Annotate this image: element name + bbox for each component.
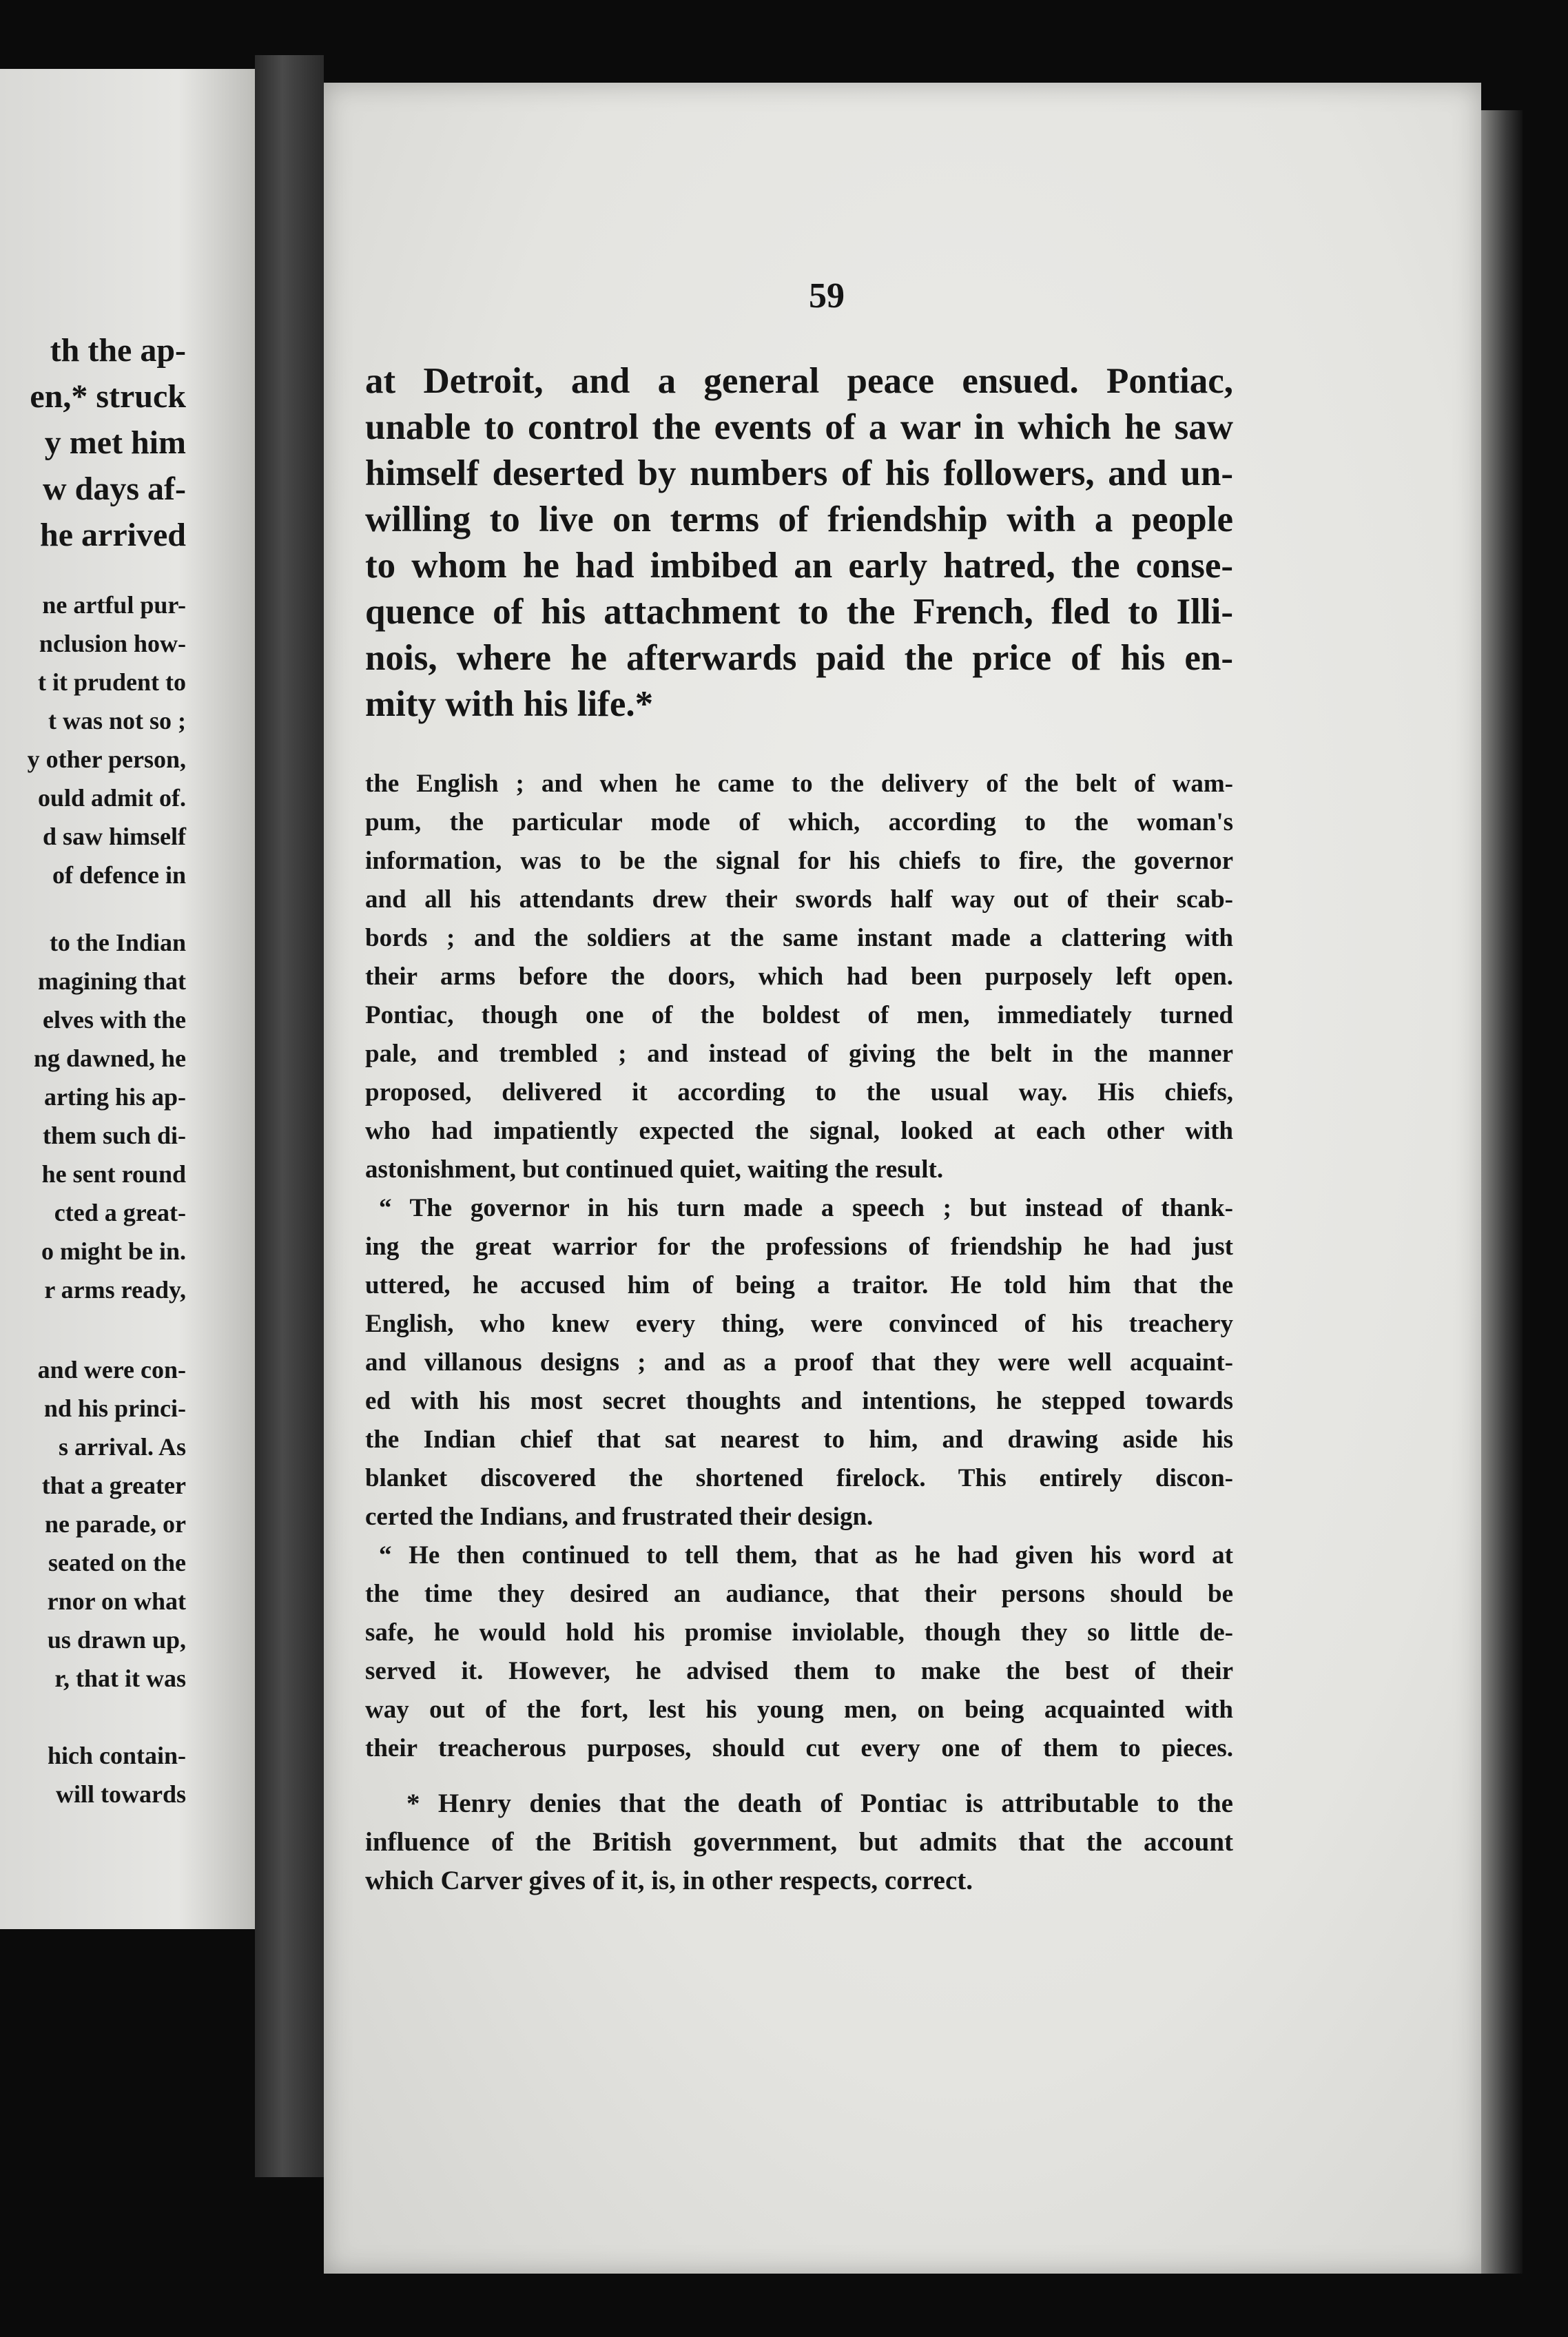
left-page-line: he arrived bbox=[40, 517, 186, 553]
text-line: the English ; and when he came to the delivery of the belt of wam- bbox=[365, 770, 1233, 798]
text-line: pale, and trembled ; and instead of giving the belt in the manner bbox=[365, 1040, 1233, 1068]
footnote bbox=[365, 1784, 1233, 1900]
left-page-line: s arrival. As bbox=[59, 1433, 186, 1461]
left-page-line: d saw himself bbox=[42, 823, 186, 850]
text-line: bords ; and the soldiers at the same instant made a clattering with bbox=[365, 924, 1233, 952]
left-page-line: t it prudent to bbox=[38, 668, 186, 696]
text-line: certed the Indians, and frustrated their design. bbox=[365, 1503, 874, 1531]
text-line: unable to control the events of a war in which he saw bbox=[365, 407, 1233, 447]
left-page-line: he sent round bbox=[41, 1160, 186, 1188]
text-line: and villanous designs ; and as a proof that they were well acquaint- bbox=[365, 1348, 1233, 1377]
left-page-line: hich contain- bbox=[47, 1742, 186, 1769]
text-line: pum, the particular mode of which, according to the woman's bbox=[365, 808, 1233, 836]
text-line: quence of his attachment to the French, fled to Illi- bbox=[365, 592, 1233, 632]
text-line: safe, he would hold his promise inviolable, though they so little de- bbox=[365, 1618, 1233, 1647]
left-page-line: ould admit of. bbox=[37, 784, 186, 812]
left-page-line: elves with the bbox=[43, 1006, 186, 1033]
left-page-line: r arms ready, bbox=[44, 1276, 186, 1304]
text-line: English, who knew every thing, were convinced of his treachery bbox=[365, 1310, 1233, 1338]
left-page-line: and were con- bbox=[37, 1356, 186, 1383]
text-line: uttered, he accused him of being a traitor. He told him that the bbox=[365, 1271, 1233, 1299]
left-page-line: y met him bbox=[44, 424, 186, 461]
text-line: information, was to be the signal for his chiefs to fire, the governor bbox=[365, 847, 1233, 875]
left-page-line: o might be in. bbox=[41, 1237, 186, 1265]
left-page-line: them such di- bbox=[42, 1122, 186, 1149]
left-page-line: r, that it was bbox=[54, 1665, 186, 1692]
left-page-line: ne artful pur- bbox=[42, 591, 186, 619]
text-line: and all his attendants drew their swords half way out of their scab- bbox=[365, 885, 1233, 914]
left-page-line: nd his princi- bbox=[43, 1394, 186, 1422]
left-page-line: will towards bbox=[56, 1780, 186, 1808]
text-line: the time they desired an audiance, that their persons should be bbox=[365, 1580, 1233, 1608]
book-gutter bbox=[255, 55, 324, 2177]
left-page-line: that a greater bbox=[41, 1472, 186, 1499]
left-page-line: en,* struck bbox=[30, 378, 186, 415]
left-page-line: ng dawned, he bbox=[33, 1044, 186, 1072]
text-line: willing to live on terms of friendship with a people bbox=[365, 500, 1233, 539]
text-line: to whom he had imbibed an early hatred, the conse- bbox=[365, 546, 1233, 586]
text-line: ed with his most secret thoughts and intentions, he stepped towards bbox=[365, 1387, 1233, 1415]
left-page-line: of defence in bbox=[52, 861, 186, 889]
footnote-line: which Carver gives of it, is, in other respects, correct. bbox=[365, 1866, 973, 1895]
left-page-line: magining that bbox=[37, 967, 186, 995]
footnote-line: * Henry denies that the death of Pontiac is attributable to the bbox=[406, 1789, 1233, 1818]
left-page-line: us drawn up, bbox=[47, 1626, 186, 1654]
text-line: Pontiac, though one of the boldest of men, immediately turned bbox=[365, 1001, 1233, 1029]
quoted-passage bbox=[365, 765, 1233, 1768]
text-line: way out of the fort, lest his young men, on being acquainted with bbox=[365, 1696, 1233, 1724]
left-page-line: seated on the bbox=[48, 1549, 186, 1576]
text-line: served it. However, he advised them to make the best of their bbox=[365, 1657, 1233, 1685]
page-number: 59 bbox=[809, 276, 845, 316]
text-line: himself deserted by numbers of his followers, and un- bbox=[365, 453, 1233, 493]
text-line: astonishment, but continued quiet, waiting the result. bbox=[365, 1155, 944, 1184]
footnote-line: influence of the British government, but admits that the account bbox=[365, 1827, 1233, 1857]
page-edge-shadow bbox=[1481, 110, 1523, 2274]
left-page-line: th the ap- bbox=[50, 332, 186, 369]
left-page-line: arting his ap- bbox=[43, 1083, 186, 1111]
left-page-line: to the Indian bbox=[49, 929, 186, 956]
facing-page-fragment bbox=[0, 69, 255, 1929]
left-page-line: cted a great- bbox=[54, 1199, 186, 1226]
text-line: blanket discovered the shortened firelock. This entirely discon- bbox=[365, 1464, 1233, 1492]
text-line: who had impatiently expected the signal, looked at each other with bbox=[365, 1117, 1233, 1145]
text-line: at Detroit, and a general peace ensued. Pontiac, bbox=[365, 361, 1233, 401]
left-page-line: t was not so ; bbox=[48, 707, 186, 734]
main-paragraph bbox=[365, 358, 1233, 728]
left-page-line: ne parade, or bbox=[45, 1510, 186, 1538]
text-line: their treacherous purposes, should cut every one of them to pieces. bbox=[365, 1734, 1233, 1762]
left-page-line: y other person, bbox=[27, 745, 186, 773]
text-line: ing the great warrior for the professions of friendship he had just bbox=[365, 1233, 1233, 1261]
text-line: nois, where he afterwards paid the price of his en- bbox=[365, 638, 1233, 678]
text-line: their arms before the doors, which had been purposely left open. bbox=[365, 962, 1233, 991]
text-line: proposed, delivered it according to the usual way. His chiefs, bbox=[365, 1078, 1233, 1106]
text-line: mity with his life.* bbox=[365, 684, 654, 724]
left-page-line: nclusion how- bbox=[39, 630, 186, 657]
text-line: the Indian chief that sat nearest to him, and drawing aside his bbox=[365, 1425, 1233, 1454]
text-line: “ He then continued to tell them, that as he had given his word at bbox=[379, 1541, 1233, 1569]
left-page-line: w days af- bbox=[42, 471, 186, 507]
left-page-line: rnor on what bbox=[47, 1587, 186, 1615]
text-line: “ The governor in his turn made a speech ; but instead of thank- bbox=[379, 1194, 1233, 1222]
